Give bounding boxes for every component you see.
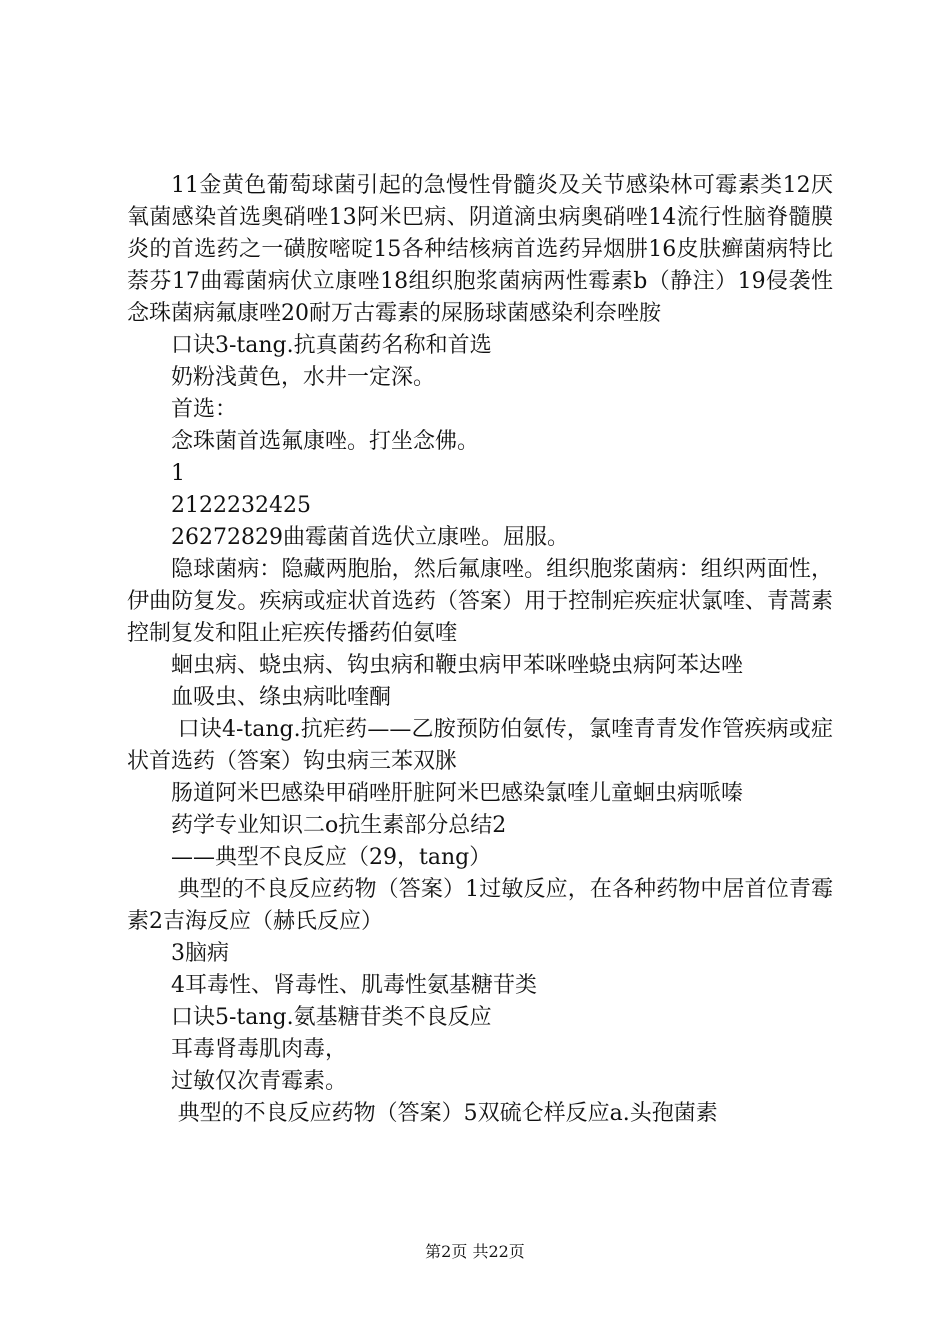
paragraph: 4耳毒性、肾毒性、肌毒性氨基糖苷类 <box>171 973 537 998</box>
paragraph: 奶粉浅黄色，水井一定深。 <box>171 365 436 390</box>
paragraph: 药学专业知识二o抗生素部分总结2 <box>171 813 507 838</box>
paragraph: 26272829曲霉菌首选伏立康唑。屈服。 <box>171 525 569 550</box>
paragraph: 口诀5-tang.氨基糖苷类不良反应 <box>171 1005 492 1030</box>
paragraph: 2122232425 <box>171 493 311 518</box>
paragraph: 首选： <box>171 397 238 422</box>
paragraph: ——典型不良反应（29，tang） <box>171 845 492 870</box>
paragraph: 典型的不良反应药物（答案）1过敏反应，在各种药物中居首位青霉素2吉海反应（赫氏反应） <box>127 877 833 934</box>
paragraph: 口诀3-tang.抗真菌药名称和首选 <box>171 333 492 358</box>
paragraph: 口诀4-tang.抗疟药——乙胺预防伯氨传，氯喹青青发作管疾病或症状首选药（答案）钩虫病三苯双脒 <box>127 717 833 774</box>
paragraph: 3脑病 <box>171 941 229 966</box>
paragraph: 肠道阿米巴感染甲硝唑肝脏阿米巴感染氯喹儿童蛔虫病哌嗪 <box>171 781 744 806</box>
paragraph: 念珠菌首选氟康唑。打坐念佛。 <box>171 429 480 454</box>
paragraph: 1 <box>171 461 185 486</box>
paragraph: 典型的不良反应药物（答案）5双硫仑样反应a.头孢菌素 <box>177 1101 718 1126</box>
paragraph: 隐球菌病：隐藏两胞胎，然后氟康唑。组织胞浆菌病：组织两面性，伊曲防复发。疾病或症状首选药（答案）用于控制疟疾症状氯喹、青蒿素控制复发和阻止疟疾传播药伯氨喹 <box>127 557 833 646</box>
paragraph: 蛔虫病、蛲虫病、钩虫病和鞭虫病甲苯咪唑蛲虫病阿苯达唑 <box>171 653 744 678</box>
paragraph: 血吸虫、绦虫病吡喹酮 <box>171 685 392 710</box>
paragraph: 11金黄色葡萄球菌引起的急慢性骨髓炎及关节感染林可霉素类12厌氧菌感染首选奥硝唑13阿米巴病、阴道滴虫病奥硝唑14流行性脑脊髓膜炎的首选药之一磺胺嘧啶15各种结核病首选药异烟肼16皮肤癣菌病特比萘芬17曲霉菌病伏立康唑18组织胞浆菌病两性霉素b（静注）19侵袭性念珠菌病氟康唑20耐万古霉素的屎肠球菌感染利奈唑胺 <box>127 173 833 326</box>
page-number-footer: 第2页 共22页 <box>425 1242 525 1261</box>
paragraph: 过敏仅次青霉素。 <box>171 1069 348 1094</box>
paragraph: 耳毒肾毒肌肉毒， <box>171 1037 348 1062</box>
document-body <box>127 170 833 1130</box>
